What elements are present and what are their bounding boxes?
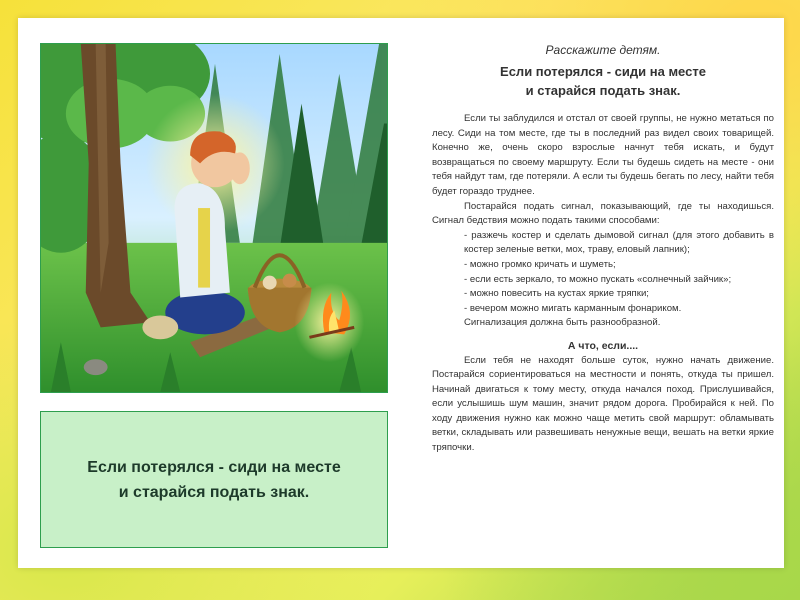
subheading: А что, если.... [567, 339, 639, 352]
list-item: - можно громко кричать и шуметь; [464, 258, 616, 270]
caption-box [40, 411, 388, 548]
intro-line: Расскажите детям. [545, 43, 661, 57]
paragraph-1: Если ты заблудился и отстал от своей группы, не нужно метаться по лесу. Сиди на том месте, где ты в последний раз видел своих товарищей. Конечно же, очень скоро взрослые начнут тебя искать, и будут возвращаться по своему маршруту. Если ты будешь сидеть на месте - они тебя найдут там, где потеряли. А если ты будешь бегать по лесу, найти тебя будет гораздо труднее. [432, 113, 774, 197]
paragraph-3: Сигнализация должна быть разнообразной. [464, 317, 661, 329]
text-column [432, 42, 774, 456]
heading-line-1: Если потерялся - сиди на месте [500, 64, 706, 79]
list-item: - вечером можно мигать карманным фонариком. [464, 302, 682, 314]
paragraph-4: Если тебя не находят больше суток, нужно начать движение. Постарайся сориентироваться на местности и понять, откуда ты пришел. Начинай двигаться к тому месту, откуда начался поход. Прислушивайся, если услышишь шум машин, значит рядом дорога. Пробирайся к ней. По ходу движения нужно как можно чаще метить свой маршрут: обламывать ветки, складывать или развешивать ненужные вещи, вешать на ветки яркие тряпочки. [432, 354, 774, 454]
caption-line-1: Если потерялся - сиди на месте [87, 458, 341, 476]
list-item: - разжечь костер и сделать дымовой сигнал (для этого добавить в костер зеленые ветки, мох, траву, еловый лапник); [464, 229, 774, 256]
list-item: - если есть зеркало, то можно пускать «солнечный зайчик»; [464, 273, 732, 285]
forest-illustration [40, 43, 388, 393]
paragraph-2: Постарайся подать сигнал, показывающий, где ты находишься. Сигнал бедствия можно подать такими способами: [432, 200, 774, 227]
heading-line-2: и старайся подать знак. [525, 83, 681, 98]
list-item: - можно повесить на кустах яркие тряпки; [464, 288, 649, 300]
caption-line-2: и старайся подать знак. [118, 483, 310, 501]
